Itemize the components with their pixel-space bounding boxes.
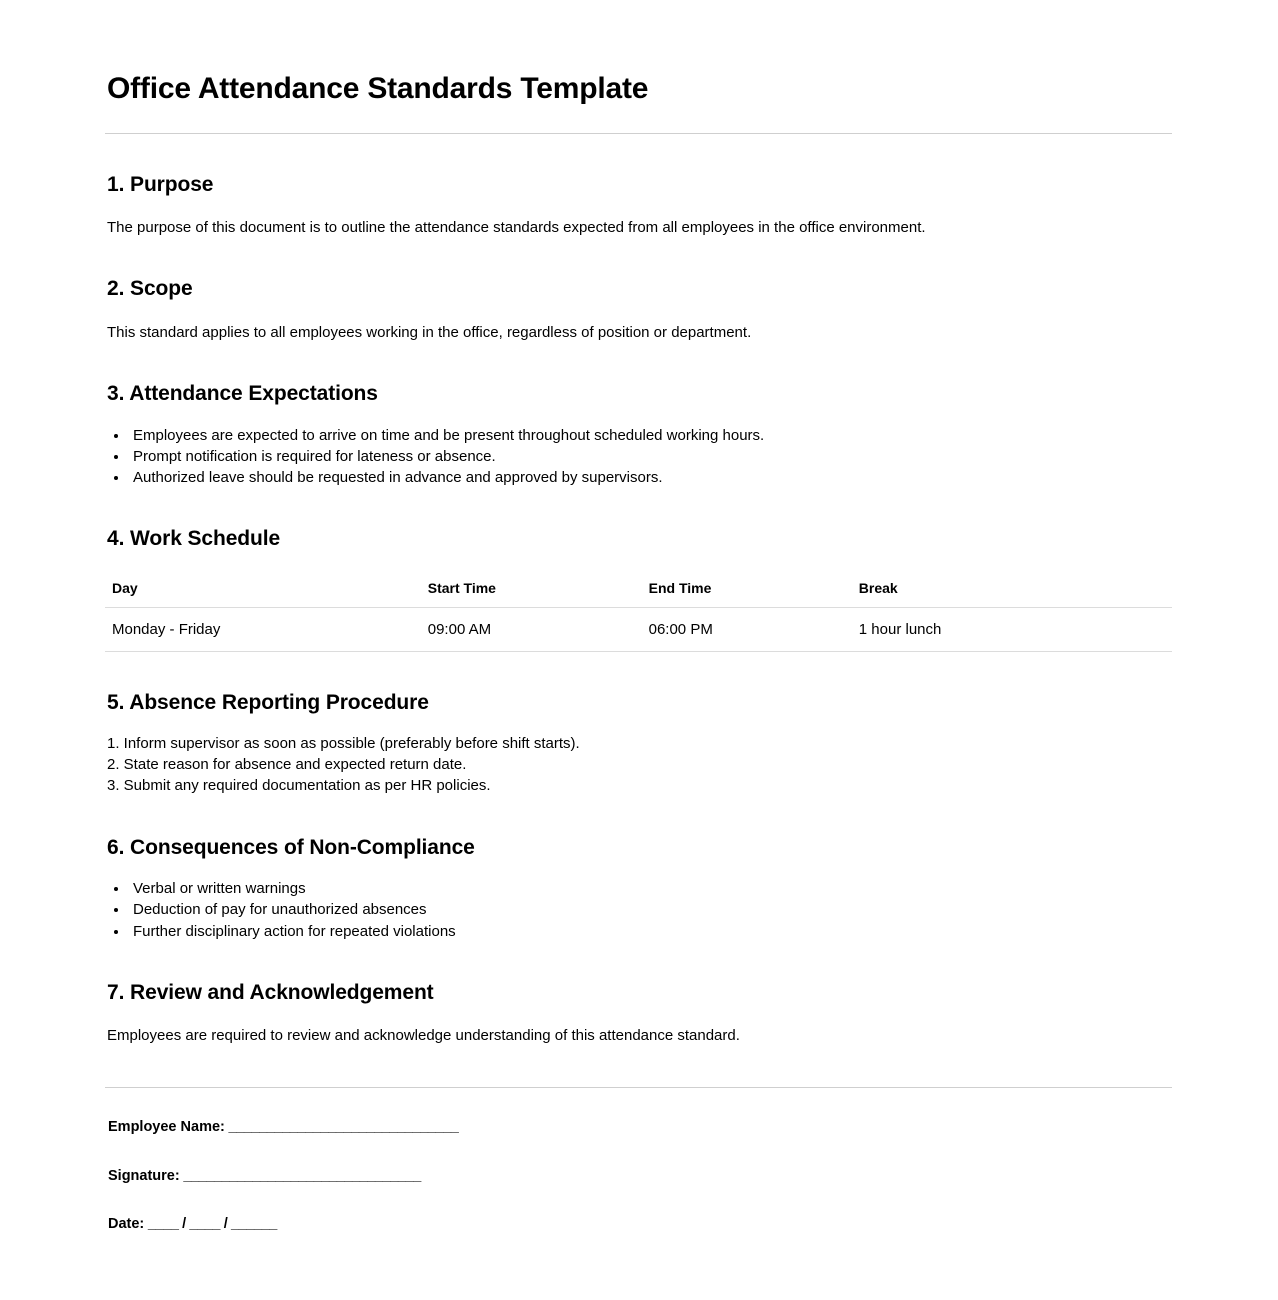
section-scope (105, 276, 1172, 343)
table-header-row (105, 576, 1172, 608)
signature-blank[interactable]: _______________________________ (179, 1167, 421, 1184)
section-heading-purpose: 1. Purpose (107, 172, 214, 196)
section-heading-review-acknowledgement: 7. Review and Acknowledgement (107, 980, 434, 1004)
section-work-schedule (105, 526, 1172, 651)
section-attendance-expectations (105, 381, 1172, 488)
list-item: 3. Submit any required documentation as per HR policies. (107, 777, 491, 795)
column-header-break: Break (851, 576, 1172, 608)
employee-name-field-row (108, 1118, 1172, 1137)
section-absence-reporting (105, 690, 1172, 797)
date-field-row (108, 1215, 1172, 1234)
date-label: Date: (108, 1216, 145, 1233)
section-heading-scope: 2. Scope (107, 277, 193, 301)
absence-reporting-list (107, 733, 1172, 797)
signature-label: Signature: (108, 1167, 180, 1184)
column-header-start-time: Start Time (420, 576, 641, 608)
attendance-expectations-list (105, 425, 1172, 489)
section-heading-attendance-expectations: 3. Attendance Expectations (107, 382, 378, 406)
signature-divider (105, 1087, 1172, 1088)
cell-break: 1 hour lunch (851, 607, 1172, 651)
column-header-day: Day (105, 576, 420, 608)
cell-day: Monday - Friday (105, 607, 420, 651)
signature-field-row (108, 1167, 1172, 1186)
list-item: • Authorized leave should be requested in advance and approved by supervisors. (129, 467, 1172, 488)
section-text-purpose: The purpose of this document is to outline the attendance standards expected from all employees in the office environment. (107, 218, 926, 236)
list-item: 1. Inform supervisor as soon as possible (preferably before shift starts). (107, 734, 580, 752)
work-schedule-table (105, 576, 1172, 652)
list-item: • Deduction of pay for unauthorized absences (129, 899, 1172, 920)
list-item: • Prompt notification is required for lateness or absence. (129, 446, 1172, 467)
cell-end-time: 06:00 PM (641, 607, 851, 651)
section-consequences (105, 835, 1172, 942)
list-item: • Employees are expected to arrive on time and be present throughout scheduled working hours. (129, 425, 1172, 446)
section-heading-work-schedule: 4. Work Schedule (107, 527, 281, 551)
table-row (105, 607, 1172, 651)
list-item: 2. State reason for absence and expected return date. (107, 756, 467, 774)
section-text-scope: This standard applies to all employees working in the office, regardless of position or department. (107, 323, 752, 341)
section-heading-absence-reporting: 5. Absence Reporting Procedure (107, 690, 429, 714)
column-header-end-time: End Time (641, 576, 851, 608)
section-purpose (105, 172, 1172, 239)
consequences-list (105, 878, 1172, 942)
title-divider (105, 133, 1172, 134)
page-title: Office Attendance Standards Template (107, 72, 649, 105)
signature-block (105, 1118, 1172, 1235)
section-review-acknowledgement (105, 980, 1172, 1047)
section-text-review-acknowledgement: Employees are required to review and acknowledge understanding of this attendance standard. (107, 1026, 740, 1044)
employee-name-blank[interactable]: ______________________________ (224, 1118, 459, 1135)
list-item: • Further disciplinary action for repeated violations (129, 921, 1172, 942)
list-item: • Verbal or written warnings (129, 878, 1172, 899)
employee-name-label: Employee Name: (108, 1118, 225, 1135)
cell-start-time: 09:00 AM (420, 607, 641, 651)
date-blank[interactable]: ____ / ____ / ______ (144, 1216, 277, 1233)
section-heading-consequences: 6. Consequences of Non-Compliance (107, 835, 475, 859)
